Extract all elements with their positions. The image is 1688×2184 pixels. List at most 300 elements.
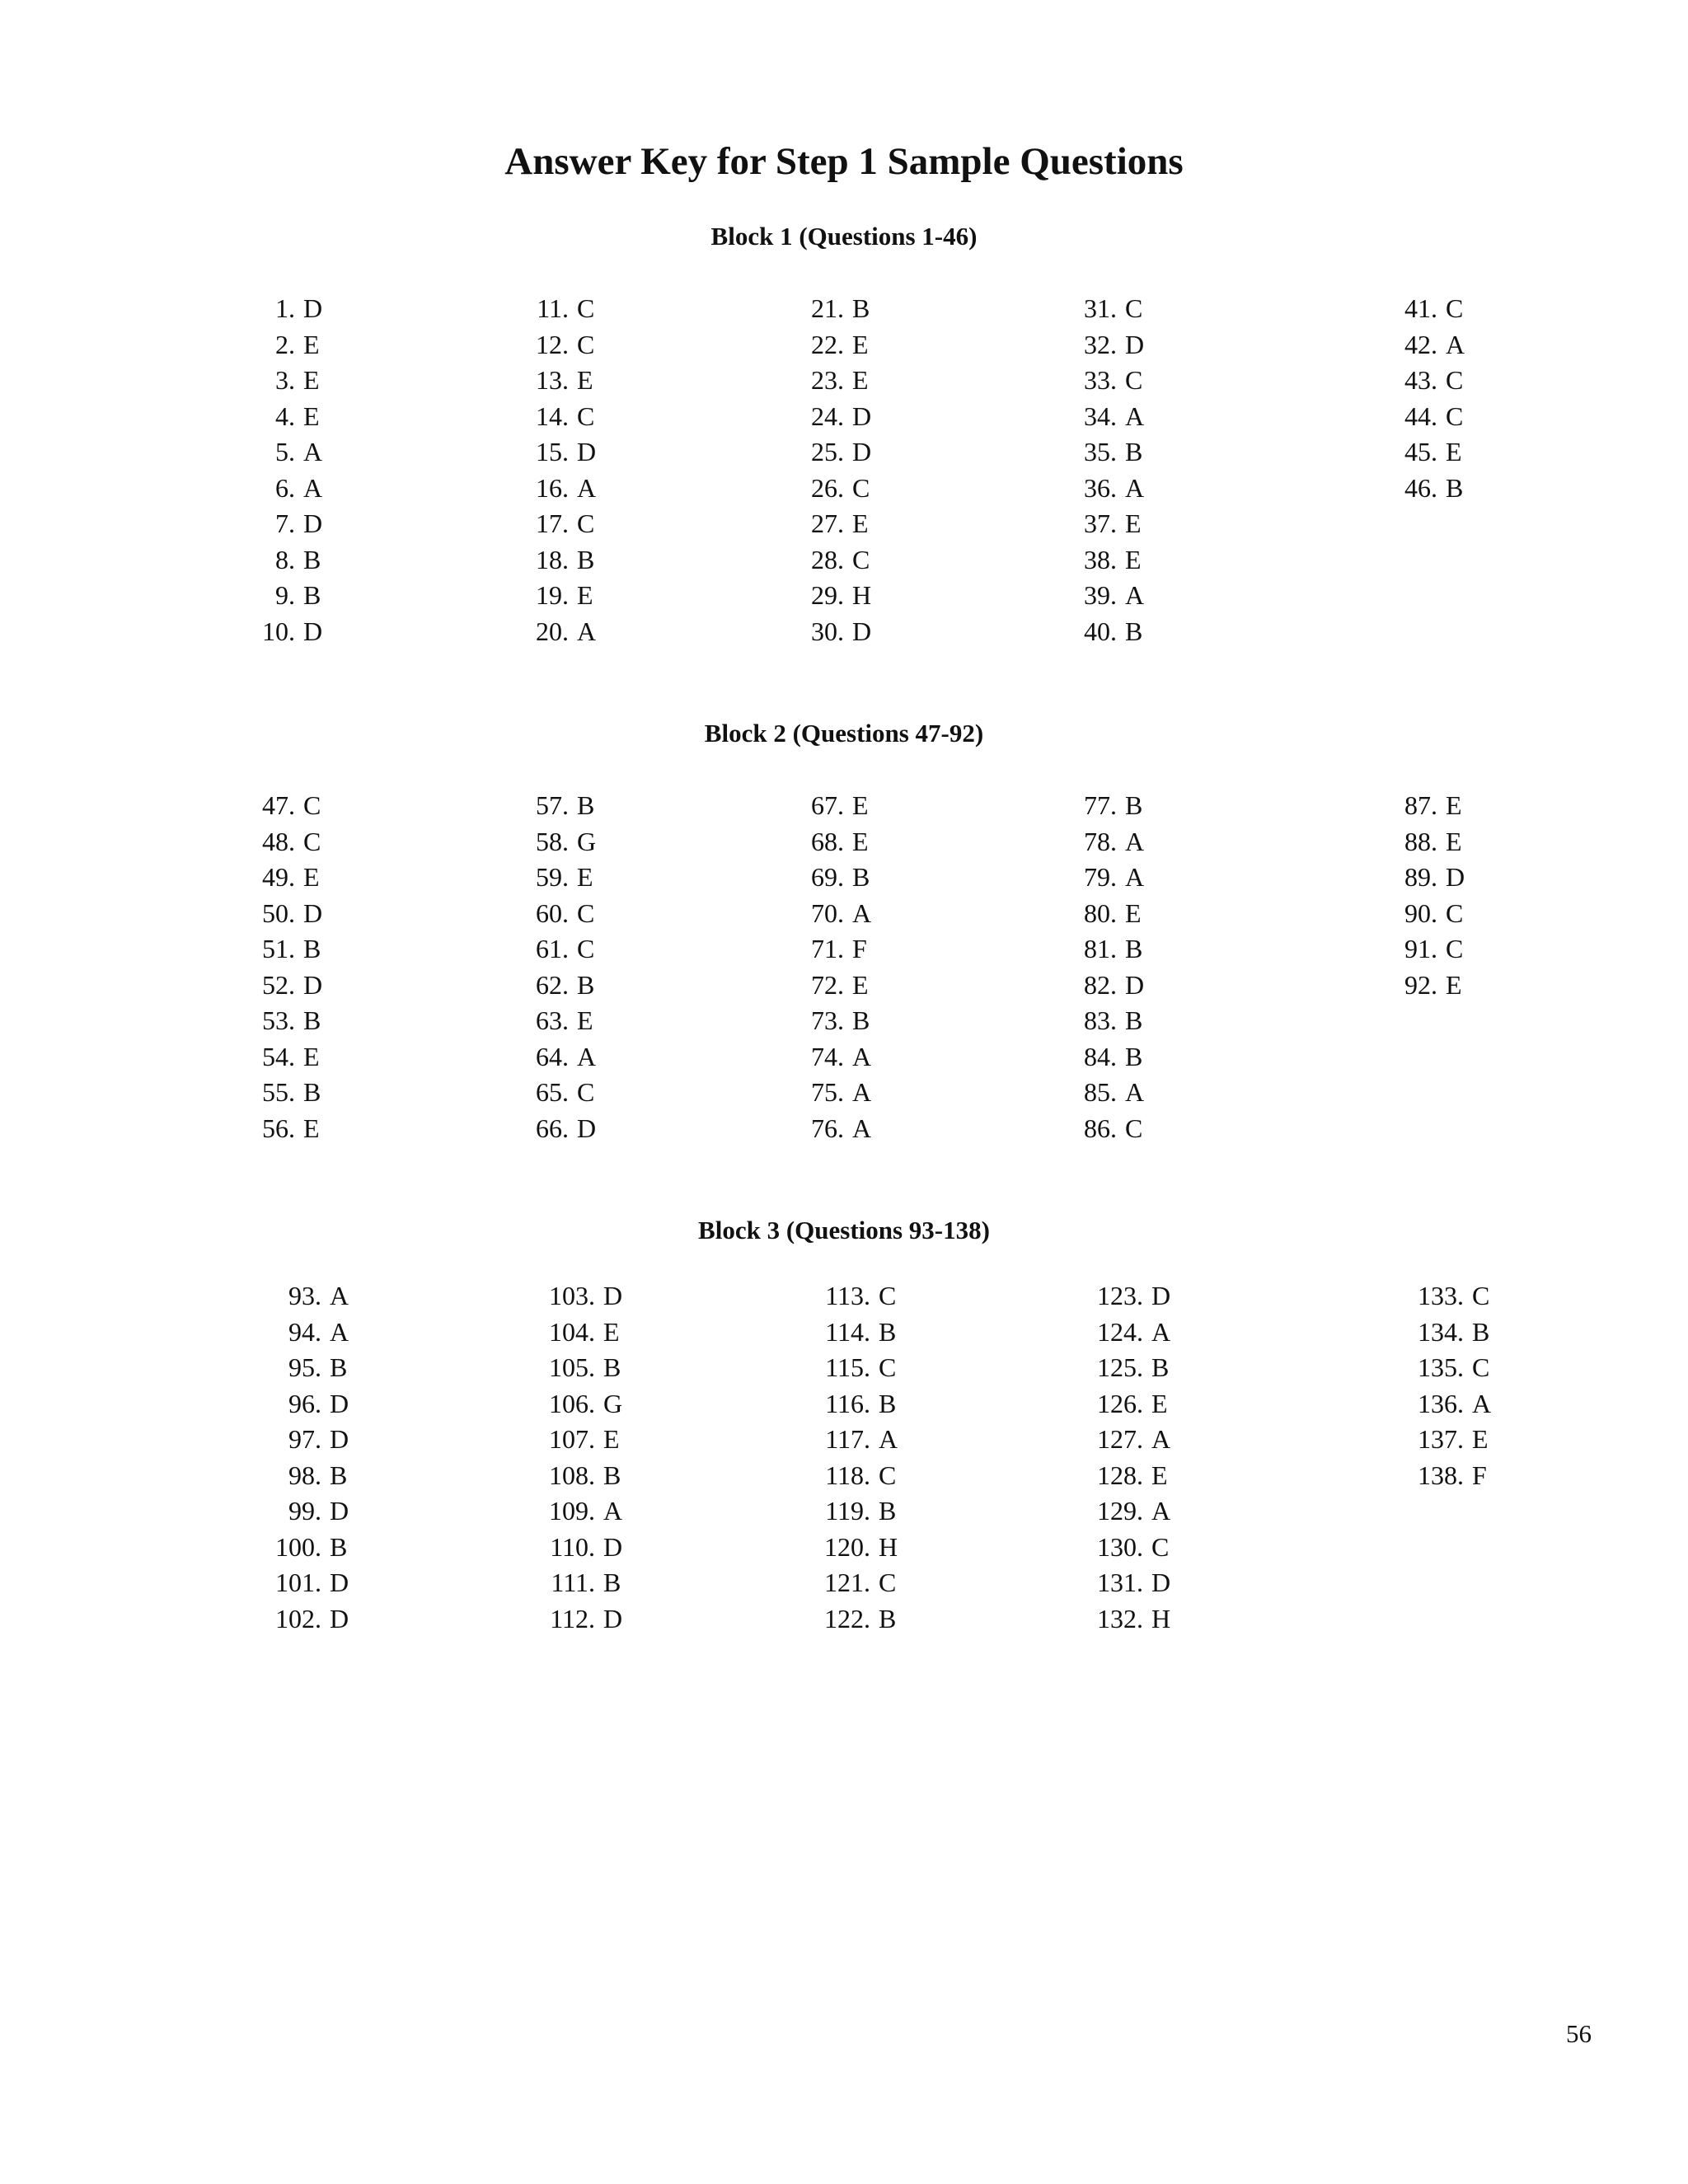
question-number: 17. [536,509,569,538]
answer-letter: C [303,790,321,820]
answer-letter: B [1125,1041,1143,1071]
answer-letter: C [577,934,595,963]
question-number: 79. [1084,862,1117,892]
answer-letter: B [1125,934,1143,963]
answer-letter: B [577,544,595,574]
answer-column [1390,1278,1491,1493]
answer-item [1069,1565,1170,1601]
answer-letter: G [577,826,597,856]
answer-item [521,1039,596,1076]
answer-letter: C [577,329,595,359]
answer-letter: B [303,544,321,574]
answer-item [1069,578,1144,614]
question-number: 89. [1404,862,1437,892]
answer-item [1069,1530,1170,1566]
question-number: 80. [1084,898,1117,928]
question-number: 5. [275,437,295,466]
answer-letter: D [1125,329,1145,359]
answer-column [796,291,871,649]
answer-item [1069,1278,1170,1315]
question-number: 76. [811,1113,844,1143]
answer-item [796,1111,871,1147]
question-number: 96. [288,1388,321,1418]
question-number: 126. [1097,1388,1143,1418]
answer-item [521,931,596,968]
answer-letter: D [1151,1568,1171,1597]
question-number: 75. [811,1077,844,1107]
answer-letter: B [303,1005,321,1035]
answer-letter: A [1125,1077,1145,1107]
question-number: 118. [825,1460,870,1490]
answer-letter: H [879,1531,898,1562]
answer-letter: B [603,1568,621,1597]
answer-item [247,1315,349,1351]
answer-item [796,896,871,932]
answer-column [1069,788,1144,1146]
question-number: 31. [1084,293,1117,323]
answer-item [247,614,322,650]
question-number: 7. [275,509,295,538]
answer-item [521,1350,622,1386]
question-number: 6. [275,472,295,503]
answer-column [247,291,322,649]
answer-letter: B [852,293,870,323]
answer-column [1390,788,1465,1003]
answer-item [247,824,322,860]
answer-letter: C [879,1281,897,1310]
question-number: 95. [288,1352,321,1382]
question-number: 58. [536,826,569,856]
question-number: 132. [1097,1603,1143,1633]
answer-letter: E [303,401,320,431]
answer-letter: B [1125,1005,1143,1035]
answer-item [247,363,322,399]
answer-item [247,1350,349,1386]
question-number: 35. [1084,437,1117,466]
question-number: 63. [536,1005,569,1035]
answer-item [796,788,871,824]
question-number: 124. [1097,1316,1143,1347]
answer-letter: C [577,1077,595,1107]
question-number: 15. [536,437,569,466]
question-number: 134. [1418,1316,1464,1347]
answer-item [247,399,322,435]
question-number: 19. [536,580,569,610]
answer-item [247,1278,349,1315]
answer-item [521,968,596,1004]
page-title: Answer Key for Step 1 Sample Questions [504,140,1184,183]
answer-item [1069,1039,1144,1076]
answer-column [796,788,871,1146]
question-number: 99. [288,1496,321,1526]
answer-item [521,1075,596,1111]
answer-item [521,327,596,363]
question-number: 131. [1097,1568,1143,1597]
question-number: 87. [1404,790,1437,820]
question-number: 119. [825,1496,870,1526]
answer-letter: B [330,1352,348,1382]
answer-letter: E [303,862,320,892]
question-number: 125. [1097,1352,1143,1382]
question-number: 8. [275,544,295,574]
answer-item [1069,434,1144,471]
question-number: 39. [1084,580,1117,610]
answer-item [1069,327,1144,363]
answer-letter: A [603,1496,623,1526]
question-number: 54. [262,1041,295,1071]
answer-letter: B [1125,616,1143,646]
answer-letter: E [1125,898,1142,928]
question-number: 42. [1404,329,1437,359]
answer-item [796,291,871,327]
answer-letter: D [330,1388,349,1418]
answer-letter: E [603,1424,620,1454]
answer-letter: A [330,1316,349,1347]
answer-item [247,896,322,932]
answer-item [1069,1601,1170,1638]
answer-item [796,931,871,968]
answer-item [521,1315,622,1351]
answer-item [247,1111,322,1147]
answer-letter: C [1446,934,1464,963]
answer-item [521,1422,622,1458]
answer-item [1069,824,1144,860]
answer-item [521,788,596,824]
answer-letter: E [303,329,320,359]
question-number: 46. [1404,472,1437,503]
answer-item [1069,931,1144,968]
answer-letter: D [1125,969,1145,1000]
question-number: 88. [1404,826,1437,856]
answer-item [247,471,322,507]
answer-letter: B [303,934,321,963]
answer-item [1390,788,1465,824]
question-number: 112. [550,1603,595,1633]
answer-item [1069,860,1144,896]
answer-letter: A [577,616,597,646]
answer-letter: C [1446,293,1464,323]
question-number: 32. [1084,329,1117,359]
question-number: 55. [262,1077,295,1107]
answer-letter: E [852,329,869,359]
question-number: 100. [275,1531,321,1562]
answer-item [796,327,871,363]
answer-item [796,1422,898,1458]
answer-letter: A [330,1281,349,1310]
answer-item [1069,471,1144,507]
question-number: 114. [825,1316,870,1347]
question-number: 122. [824,1603,870,1633]
answer-item [1390,1315,1491,1351]
question-number: 102. [275,1603,321,1633]
question-number: 40. [1084,616,1117,646]
answer-column [796,1278,898,1637]
answer-letter: E [303,1041,320,1071]
question-number: 130. [1097,1531,1143,1562]
question-number: 2. [275,329,295,359]
answer-item [796,1493,898,1530]
question-number: 98. [288,1460,321,1490]
answer-letter: E [1446,969,1462,1000]
answer-letter: D [603,1603,623,1633]
answer-letter: B [1446,472,1464,503]
question-number: 10. [262,616,295,646]
question-number: 93. [288,1281,321,1310]
answer-item [521,1458,622,1494]
answer-letter: A [852,1041,872,1071]
question-number: 109. [549,1496,595,1526]
answer-item [796,1386,898,1422]
question-number: 133. [1418,1281,1464,1310]
answer-item [521,1003,596,1039]
answer-item [247,931,322,968]
answer-letter: C [1446,365,1464,395]
answer-item [1069,614,1144,650]
answer-letter: C [577,898,595,928]
question-number: 69. [811,862,844,892]
answer-letter: A [303,472,323,503]
answer-letter: E [577,862,593,892]
answer-letter: A [1151,1496,1171,1526]
answer-item [796,578,871,614]
answer-item [247,968,322,1004]
question-number: 29. [811,580,844,610]
question-number: 18. [536,544,569,574]
answer-letter: D [852,401,872,431]
question-number: 129. [1097,1496,1143,1526]
answer-letter: E [1151,1460,1168,1490]
page-number: 56 [1566,2019,1592,2048]
question-number: 43. [1404,365,1437,395]
question-number: 25. [811,437,844,466]
answer-letter: D [303,969,323,1000]
question-number: 115. [825,1352,870,1382]
question-number: 97. [288,1424,321,1454]
answer-letter: A [852,1077,872,1107]
question-number: 1. [275,293,295,323]
question-number: 57. [536,790,569,820]
question-number: 23. [811,365,844,395]
answer-item [247,542,322,579]
answer-letter: C [303,826,321,856]
answer-item [1069,1350,1170,1386]
answer-item [1069,968,1144,1004]
answer-item [796,363,871,399]
answer-column [521,788,596,1146]
answer-item [796,1530,898,1566]
question-number: 21. [811,293,844,323]
question-number: 50. [262,898,295,928]
answer-letter: B [330,1460,348,1490]
answer-item [796,471,871,507]
answer-letter: E [852,790,869,820]
answer-item [521,1530,622,1566]
answer-item [521,471,596,507]
answer-letter: E [577,1005,593,1035]
answer-item [1069,399,1144,435]
answer-letter: A [1125,862,1145,892]
question-number: 33. [1084,365,1117,395]
question-number: 37. [1084,509,1117,538]
question-number: 113. [825,1281,870,1310]
answer-letter: E [852,509,869,538]
answer-item [1390,399,1465,435]
answer-item [247,1386,349,1422]
answer-letter: A [577,472,597,503]
question-number: 59. [536,862,569,892]
question-number: 61. [536,934,569,963]
answer-letter: E [852,826,869,856]
question-number: 20. [536,616,569,646]
answer-item [1390,931,1465,968]
answer-item [521,1278,622,1315]
answer-item [247,1458,349,1494]
answer-letter: D [330,1603,349,1633]
answer-letter: E [1125,544,1142,574]
answer-letter: C [1151,1531,1170,1562]
answer-letter: E [1151,1388,1168,1418]
answer-letter: H [1151,1603,1171,1633]
answer-letter: C [1472,1352,1490,1382]
answer-item [521,542,596,579]
answer-item [796,399,871,435]
block-heading: Block 3 (Questions 93-138) [698,1216,990,1244]
answer-item [1390,327,1465,363]
question-number: 34. [1084,401,1117,431]
question-number: 64. [536,1041,569,1071]
answer-letter: H [852,580,872,610]
answer-letter: E [1446,790,1462,820]
question-number: 72. [811,969,844,1000]
question-number: 26. [811,472,844,503]
answer-item [1390,896,1465,932]
answer-item [1069,1003,1144,1039]
answer-item [1069,291,1144,327]
answer-letter: A [852,898,872,928]
answer-item [247,1601,349,1638]
answer-item [521,896,596,932]
question-number: 78. [1084,826,1117,856]
answer-item [796,860,871,896]
answer-item [1390,1458,1491,1494]
answer-item [796,506,871,542]
question-number: 108. [549,1460,595,1490]
answer-item [247,1075,322,1111]
question-number: 94. [288,1316,321,1347]
answer-item [247,327,322,363]
answer-item [1390,1278,1491,1315]
answer-item [247,1039,322,1076]
question-number: 74. [811,1041,844,1071]
question-number: 56. [262,1113,295,1143]
answer-letter: A [1151,1424,1171,1454]
answer-item [247,434,322,471]
answer-letter: A [1151,1316,1171,1347]
question-number: 120. [824,1531,870,1562]
answer-item [796,1350,898,1386]
question-number: 82. [1084,969,1117,1000]
question-number: 105. [549,1352,595,1382]
answer-item [1069,788,1144,824]
answer-letter: D [603,1531,623,1562]
question-number: 138. [1418,1460,1464,1490]
answer-letter: D [330,1568,349,1597]
answer-item [521,824,596,860]
answer-column [1069,1278,1170,1637]
answer-item [1390,1422,1491,1458]
answer-column [1069,291,1144,649]
answer-item [521,434,596,471]
question-number: 77. [1084,790,1117,820]
answer-letter: C [1125,365,1143,395]
answer-item [1390,434,1465,471]
answer-letter: A [1472,1388,1492,1418]
answer-letter: C [879,1460,897,1490]
question-number: 66. [536,1113,569,1143]
answer-letter: D [852,437,872,466]
answer-letter: D [303,509,323,538]
answer-letter: E [1125,509,1142,538]
answer-letter: D [330,1496,349,1526]
question-number: 83. [1084,1005,1117,1035]
answer-item [1390,363,1465,399]
answer-item [796,1039,871,1076]
answer-letter: E [852,365,869,395]
answer-column [521,291,596,649]
answer-letter: B [1151,1352,1170,1382]
question-number: 103. [549,1281,595,1310]
answer-letter: B [303,1077,321,1107]
question-number: 86. [1084,1113,1117,1143]
answer-letter: C [1446,401,1464,431]
answer-item [1069,1493,1170,1530]
answer-item [521,506,596,542]
answer-letter: E [577,580,593,610]
answer-letter: E [603,1316,620,1347]
answer-letter: D [577,1113,597,1143]
answer-letter: D [303,898,323,928]
question-number: 36. [1084,472,1117,503]
answer-letter: E [577,365,593,395]
answer-letter: E [303,1113,320,1143]
question-number: 53. [262,1005,295,1035]
answer-letter: G [603,1388,623,1418]
answer-item [1390,968,1465,1004]
answer-letter: A [852,1113,872,1143]
answer-item [1069,363,1144,399]
answer-item [1069,542,1144,579]
question-number: 110. [550,1531,595,1562]
answer-column [247,1278,349,1637]
question-number: 44. [1404,401,1437,431]
answer-item [1390,1386,1491,1422]
answer-item [796,968,871,1004]
answer-letter: C [1446,898,1464,928]
answer-item [521,1493,622,1530]
answer-letter: C [879,1352,897,1382]
answer-item [796,1315,898,1351]
question-number: 90. [1404,898,1437,928]
answer-letter: B [330,1531,348,1562]
question-number: 85. [1084,1077,1117,1107]
question-number: 38. [1084,544,1117,574]
question-number: 106. [549,1388,595,1418]
question-number: 4. [275,401,295,431]
answer-item [1069,1422,1170,1458]
question-number: 104. [549,1316,595,1347]
answer-item [1069,896,1144,932]
answer-item [521,614,596,650]
